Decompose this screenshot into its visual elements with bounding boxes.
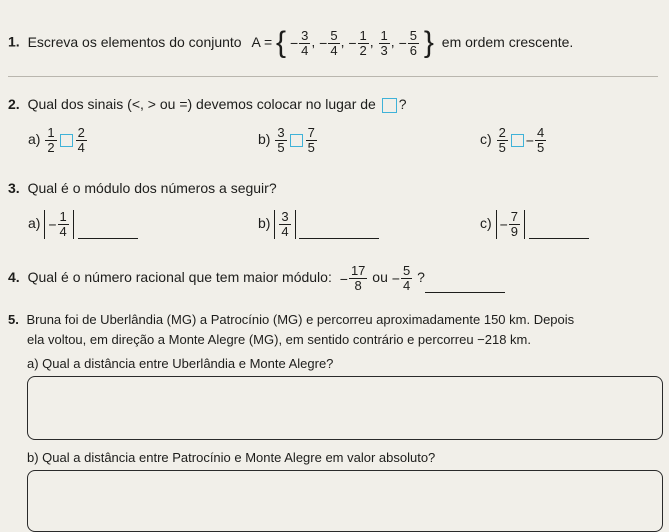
- item-label: c): [480, 215, 492, 232]
- item-label: c): [480, 131, 492, 148]
- question-1-text: Escreva os elementos do conjunto: [27, 33, 242, 50]
- answer-box-5a[interactable]: [27, 376, 663, 440]
- question-5: [8, 310, 574, 350]
- question-2a: [28, 126, 88, 155]
- question-3: [8, 180, 277, 196]
- question-3c: [480, 210, 589, 239]
- question-5a-text: a) Qual a distância entre Uberlândia e Monte Alegre?: [27, 356, 334, 371]
- question-3a: [28, 210, 138, 239]
- answer-blank[interactable]: [299, 238, 379, 239]
- question-2c: [480, 126, 547, 155]
- question-5b-text: b) Qual a distância entre Patrocínio e Monte Alegre em valor absoluto?: [27, 450, 436, 465]
- sign-input-box[interactable]: [60, 134, 73, 147]
- item-label: a): [28, 131, 41, 148]
- or-word: ou: [372, 269, 388, 286]
- set-fraction-5: $\frac{5}{6}$: [409, 27, 417, 58]
- section-divider: [8, 76, 658, 77]
- answer-box-icon: [382, 98, 397, 113]
- set-fraction-1: $\frac{3}{4}$: [301, 27, 309, 58]
- left-brace: {: [276, 26, 287, 59]
- question-5-line-1: Bruna foi de Uberlândia (MG) a Patrocínio (MG) e percorreu aproximadamente 150 km. Depois: [26, 312, 575, 327]
- item-label: b): [258, 131, 271, 148]
- fraction-right: $\frac{7}{5}$: [307, 125, 315, 155]
- answer-blank[interactable]: [529, 238, 589, 239]
- set-sign-1: −: [289, 35, 299, 51]
- fraction-left: $\frac{3}{5}$: [277, 125, 285, 155]
- question-2-number: 2.: [8, 96, 20, 112]
- set-sign-2: −: [319, 35, 328, 51]
- question-4-number: 4.: [8, 269, 20, 286]
- question-4-end: ?: [417, 269, 425, 286]
- question-1-suffix: em ordem crescente.: [441, 33, 574, 50]
- negative-sign: −: [525, 132, 534, 149]
- question-5-number: 5.: [8, 312, 19, 327]
- question-5-line-2: ela voltou, em direção a Monte Alegre (MG), em sentido contrário e percorreu −218 km.: [27, 332, 531, 347]
- negative-sign: −: [339, 270, 348, 287]
- question-2-text: Qual dos sinais (<, > ou =) devemos colocar no lugar de: [27, 96, 376, 112]
- answer-blank[interactable]: [78, 238, 138, 239]
- question-3-number: 3.: [8, 180, 20, 196]
- fraction-left: $\frac{1}{2}$: [47, 125, 55, 155]
- set-name: A =: [251, 33, 273, 50]
- right-brace: }: [423, 26, 434, 59]
- answer-blank[interactable]: [425, 292, 505, 293]
- fraction-left: $\frac{2}{5}$: [498, 125, 506, 155]
- question-2b: [258, 126, 318, 155]
- question-1-number: 1.: [8, 33, 20, 50]
- absolute-value: − $\frac{1}{4}$: [44, 210, 73, 239]
- question-3b: [258, 210, 379, 239]
- question-5b: [27, 450, 435, 465]
- question-2-end: ?: [398, 96, 407, 112]
- question-5a: [27, 356, 333, 371]
- fraction-1: $\frac{17}{8}$: [350, 263, 366, 293]
- fraction-right: $\frac{4}{5}$: [536, 125, 545, 155]
- set-fraction-2: $\frac{5}{4}$: [330, 27, 338, 58]
- sign-input-box[interactable]: [290, 134, 303, 147]
- question-3-text: Qual é o módulo dos números a seguir?: [27, 180, 277, 196]
- fraction-2: $\frac{5}{4}$: [402, 263, 411, 293]
- question-1: 1. Escreva os elementos do conjunto A = { − $\frac{3}{4}$ , − $\frac{5}{4}$ , − $\frac{1}{2}$ , $\frac{1}{3}$ , − $\frac{5}{6}$ } em ordem crescente.: [8, 26, 574, 59]
- set-sign-5: −: [398, 35, 407, 51]
- question-4-text: Qual é o número racional que tem maior módulo:: [27, 269, 332, 286]
- item-label: b): [258, 215, 271, 232]
- fraction-right: $\frac{2}{4}$: [77, 125, 85, 155]
- answer-box-5b[interactable]: [27, 470, 663, 532]
- set-sign-3: −: [348, 35, 357, 51]
- sign-input-box[interactable]: [511, 134, 524, 147]
- set-fraction-4: $\frac{1}{3}$: [380, 27, 388, 58]
- question-2: [8, 96, 407, 113]
- question-4: [8, 264, 505, 293]
- absolute-value: $\frac{3}{4}$: [274, 210, 295, 239]
- negative-sign: −: [391, 270, 400, 287]
- item-label: a): [28, 215, 41, 232]
- set-fraction-3: $\frac{1}{2}$: [359, 27, 367, 58]
- absolute-value: − $\frac{7}{9}$: [496, 210, 525, 239]
